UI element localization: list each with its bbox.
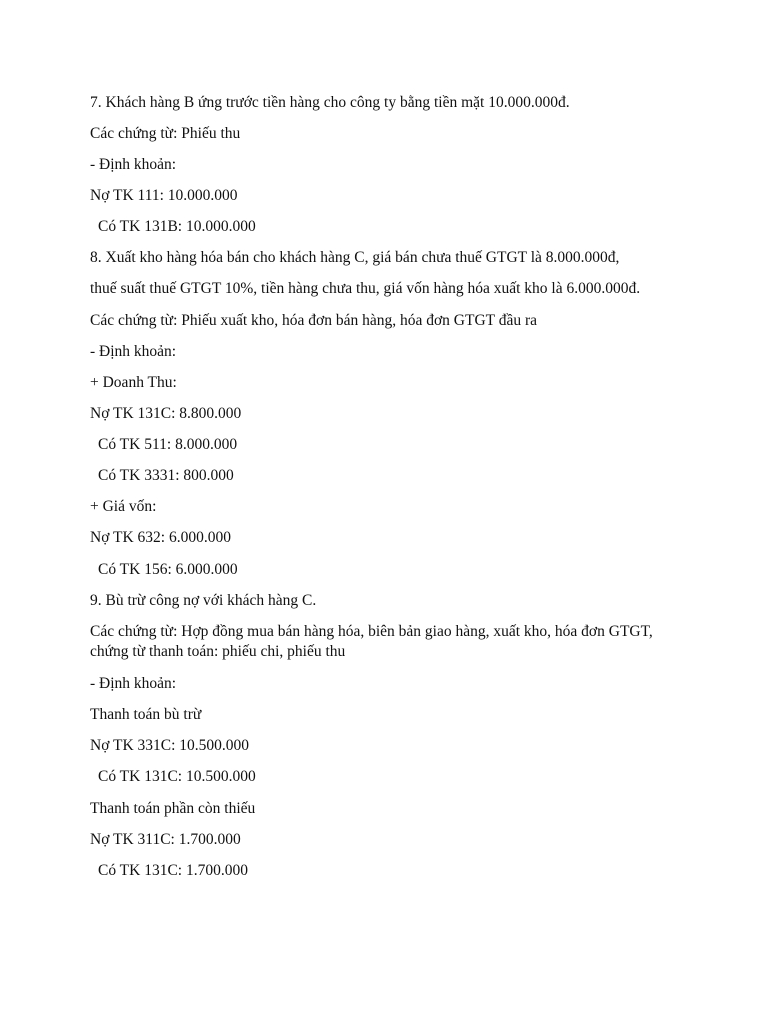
item7-heading: 7. Khách hàng B ứng trước tiền hàng cho công ty bằng tiền mặt 10.000.000đ. — [90, 94, 570, 111]
item9-offset-label: Thanh toán bù trừ — [90, 706, 202, 723]
item8-revenue-debit: Nợ TK 131C: 8.800.000 — [90, 405, 242, 422]
item9-documents: Các chứng từ: Hợp đồng mua bán hàng hóa, biên bản giao hàng, xuất kho, hóa đơn GTGT, chứng từ thanh toán: phiếu chi, phiếu thu — [90, 623, 653, 660]
item8-revenue-credit-2: Có TK 3331: 800.000 — [98, 467, 234, 484]
item9-heading: 9. Bù trừ công nợ với khách hàng C. — [90, 592, 317, 609]
item8-revenue-label: + Doanh Thu: — [90, 374, 177, 391]
item8-entry-label: - Định khoản: — [90, 343, 177, 360]
item7-entry-label: - Định khoản: — [90, 156, 177, 173]
item8-revenue-credit-1: Có TK 511: 8.000.000 — [98, 436, 238, 453]
item9-remainder-credit: Có TK 131C: 1.700.000 — [98, 862, 248, 879]
item9-remainder-label: Thanh toán phần còn thiếu — [90, 800, 256, 817]
item8-cost-credit: Có TK 156: 6.000.000 — [98, 561, 238, 578]
item9-offset-debit: Nợ TK 331C: 10.500.000 — [90, 737, 250, 754]
item9-entry-label: - Định khoản: — [90, 675, 177, 692]
item7-credit: Có TK 131B: 10.000.000 — [98, 218, 256, 235]
item9-offset-credit: Có TK 131C: 10.500.000 — [98, 768, 256, 785]
item7-debit: Nợ TK 111: 10.000.000 — [90, 187, 238, 204]
item8-documents: Các chứng từ: Phiếu xuất kho, hóa đơn bán hàng, hóa đơn GTGT đầu ra — [90, 312, 538, 329]
item8-cost-label: + Giá vốn: — [90, 498, 157, 515]
item9-remainder-debit: Nợ TK 311C: 1.700.000 — [90, 831, 241, 848]
item8-heading-line1: 8. Xuất kho hàng hóa bán cho khách hàng C, giá bán chưa thuế GTGT là 8.000.000đ, — [90, 249, 620, 266]
item7-documents: Các chứng từ: Phiếu thu — [90, 125, 241, 142]
item8-heading-line2: thuế suất thuế GTGT 10%, tiền hàng chưa thu, giá vốn hàng hóa xuất kho là 6.000.000đ. — [90, 280, 641, 297]
item8-cost-debit: Nợ TK 632: 6.000.000 — [90, 529, 231, 546]
